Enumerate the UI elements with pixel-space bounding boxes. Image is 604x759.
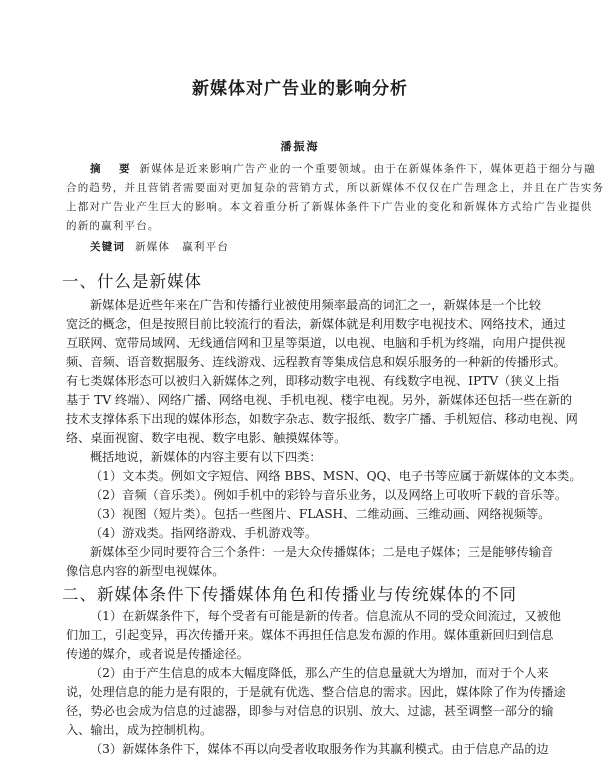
body-line: 频、音频、语音数据服务、连线游戏、远程教育等集成信息和娱乐服务的一种新的传播形式。: [66, 355, 566, 369]
keyword: 赢利平台: [182, 241, 230, 253]
list-item: （4）游戏类。指网络游戏、手机游戏等。: [90, 526, 318, 540]
body-line: 说，处理信息的能力是有限的，于是就有优选、整合信息的需求。因此，媒体除了作为传播途: [66, 685, 566, 699]
author: 潘振海: [280, 140, 320, 153]
body-line: 传递的媒介，或者说是传播途径。: [66, 647, 249, 661]
list-item: （2）音频（音乐类）。例如手机中的彩铃与音乐业务，以及网络上可收听下载的音乐等。: [90, 488, 567, 502]
body-line: 们加工，引起变异，再次传播开来。媒体不再担任信息发布源的作用。媒体重新回归到信息: [66, 628, 554, 642]
keywords: [90, 240, 241, 255]
section1-para1: [66, 296, 582, 581]
body-line: 径，势必也会成为信息的过滤器，即参与对信息的识别、放大、过滤，甚至调整一部分的输: [66, 704, 554, 718]
body-line: 有七类媒体形态可以被归入新媒体之列，即移动数字电视、有线数字电视、IPTV（狭义上指: [66, 374, 560, 388]
body-line: 概括地说，新媒体的内容主要有以下四类：: [90, 450, 322, 464]
body-line: （1）在新媒条件下，每个受者有可能是新的传者。信息流从不同的受众间流过，又被他: [90, 609, 561, 623]
body-line: 基于 TV 终端）、网络广播、网络电视、手机电视、楼宇电视。另外，新媒体还包括一些在新的: [66, 393, 573, 407]
body-line: 像信息内容的新型电视媒体。: [66, 564, 225, 578]
abstract-line: 摘 要 新媒体是近来影响广告产业的一个重要领域。由于在新媒体条件下，媒体更趋于细分与融: [90, 163, 596, 175]
body-line: （2）由于产生信息的成本大幅度降低，那么产生的信息量就大为增加，而对于个人来: [90, 666, 549, 680]
abstract-line: 的新的赢利平台。: [66, 220, 160, 232]
list-item: （3）视图（短片类）。包括一些图片、FLASH、二维动画、三维动画、网络视频等。: [90, 507, 551, 521]
list-item: （1）文本类。例如文字短信、网络 BBS、MSN、QQ、电子书等应属于新媒体的文本类。: [90, 469, 582, 483]
section-heading-1: 一、什么是新媒体: [62, 272, 202, 291]
abstract-label: 摘 要: [90, 163, 134, 175]
section-heading-2: 二、新媒体条件下传播媒体角色和传播业与传统媒体的不同: [62, 585, 517, 604]
body-line: 宽泛的概念，但是按照目前比较流行的看法，新媒体就是利用数字电视技术、网络技术，通过: [66, 317, 566, 331]
abstract-line: 上都对广告业产生巨大的影响。本文着重分析了新媒体条件下广告业的变化和新媒体方式给广告业提供: [66, 201, 593, 213]
abstract-line: 合的趋势，并且营销者需要面对更加复杂的营销方式，所以新媒体不仅仅在广告理念上，并且在广告实务: [66, 182, 604, 194]
body-line: 络、桌面视窗、数字电视、数字电影、触摸媒体等。: [66, 431, 347, 445]
body-line: （3）新媒体条件下，媒体不再以向受者收取服务作为其赢利模式。由于信息产品的边: [90, 742, 549, 756]
body-line: 新媒体至少同时要符合三个条件：一是大众传播媒体；二是电子媒体；三是能够传输音: [90, 545, 554, 559]
paper-title: 新媒体对广告业的影响分析: [192, 79, 408, 99]
body-line: 技术支撑体系下出现的媒体形态，如数字杂志、数字报纸、数字广播、手机短信、移动电视、网: [66, 412, 578, 426]
section2-body: [66, 607, 566, 759]
keywords-label: 关键词: [90, 241, 126, 253]
body-line: 互联网、宽带局域网、无线通信网和卫星等渠道，以电视、电脑和手机为终端，向用户提供视: [66, 336, 566, 350]
keyword: 新媒体: [135, 241, 171, 253]
body-line: 新媒体是近些年来在广告和传播行业被使用频率最高的词汇之一，新媒体是一个比较: [90, 298, 541, 312]
abstract: [66, 160, 604, 236]
body-line: 入、输出，成为控制机构。: [66, 723, 213, 737]
